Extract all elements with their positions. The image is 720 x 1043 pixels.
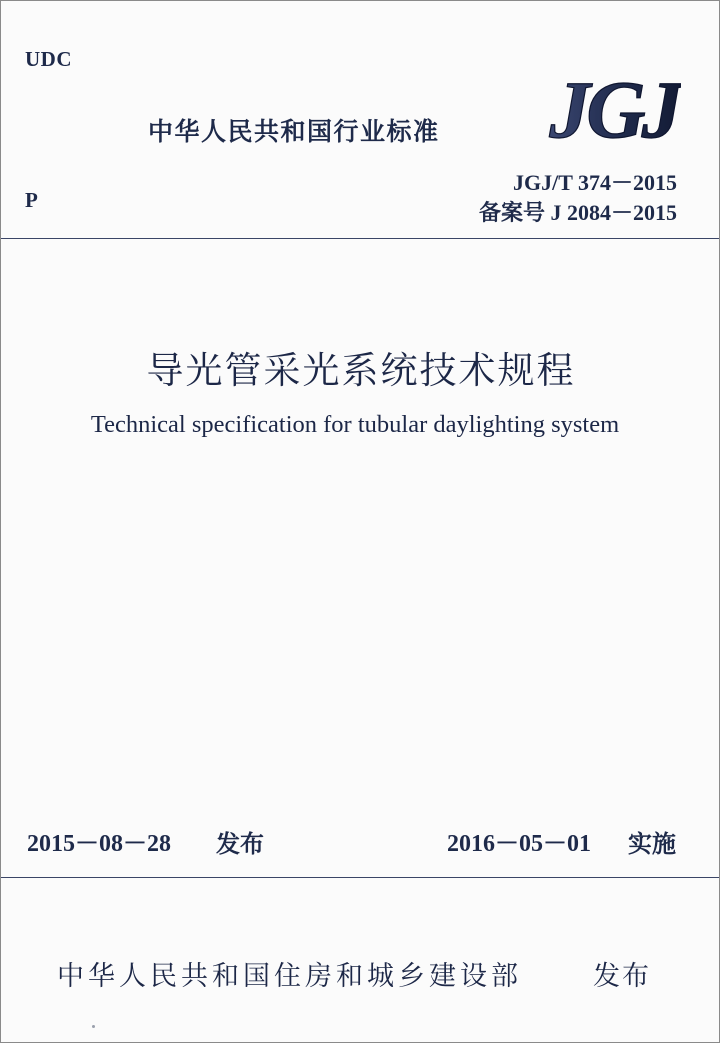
publisher-name: 中华人民共和国住房和城乡建设部 (57, 961, 522, 992)
bottom-divider (1, 877, 720, 878)
logo-text: JGJ (549, 69, 679, 145)
paper-speck (92, 1025, 95, 1028)
title-english: Technical specification for tubular daylighting system (90, 411, 620, 438)
implementation-label: 实施 (628, 830, 676, 858)
category-label: P (25, 188, 38, 212)
issue-date: 2015－08－28 (27, 831, 171, 857)
publisher-label: 发布 (593, 961, 651, 992)
title-chinese: 导光管采光系统技术规程 (146, 349, 576, 392)
implementation-date: 2016－05－01 (447, 831, 591, 857)
record-number: 备案号 J 2084－2015 (478, 200, 677, 225)
industry-standard-label: 中华人民共和国行业标准 (148, 117, 440, 146)
top-divider (1, 238, 720, 239)
jgj-logo (547, 69, 681, 145)
standard-code: JGJ/T 374－2015 (512, 170, 677, 195)
issue-label: 发布 (216, 830, 264, 858)
udc-label: UDC (25, 47, 72, 71)
